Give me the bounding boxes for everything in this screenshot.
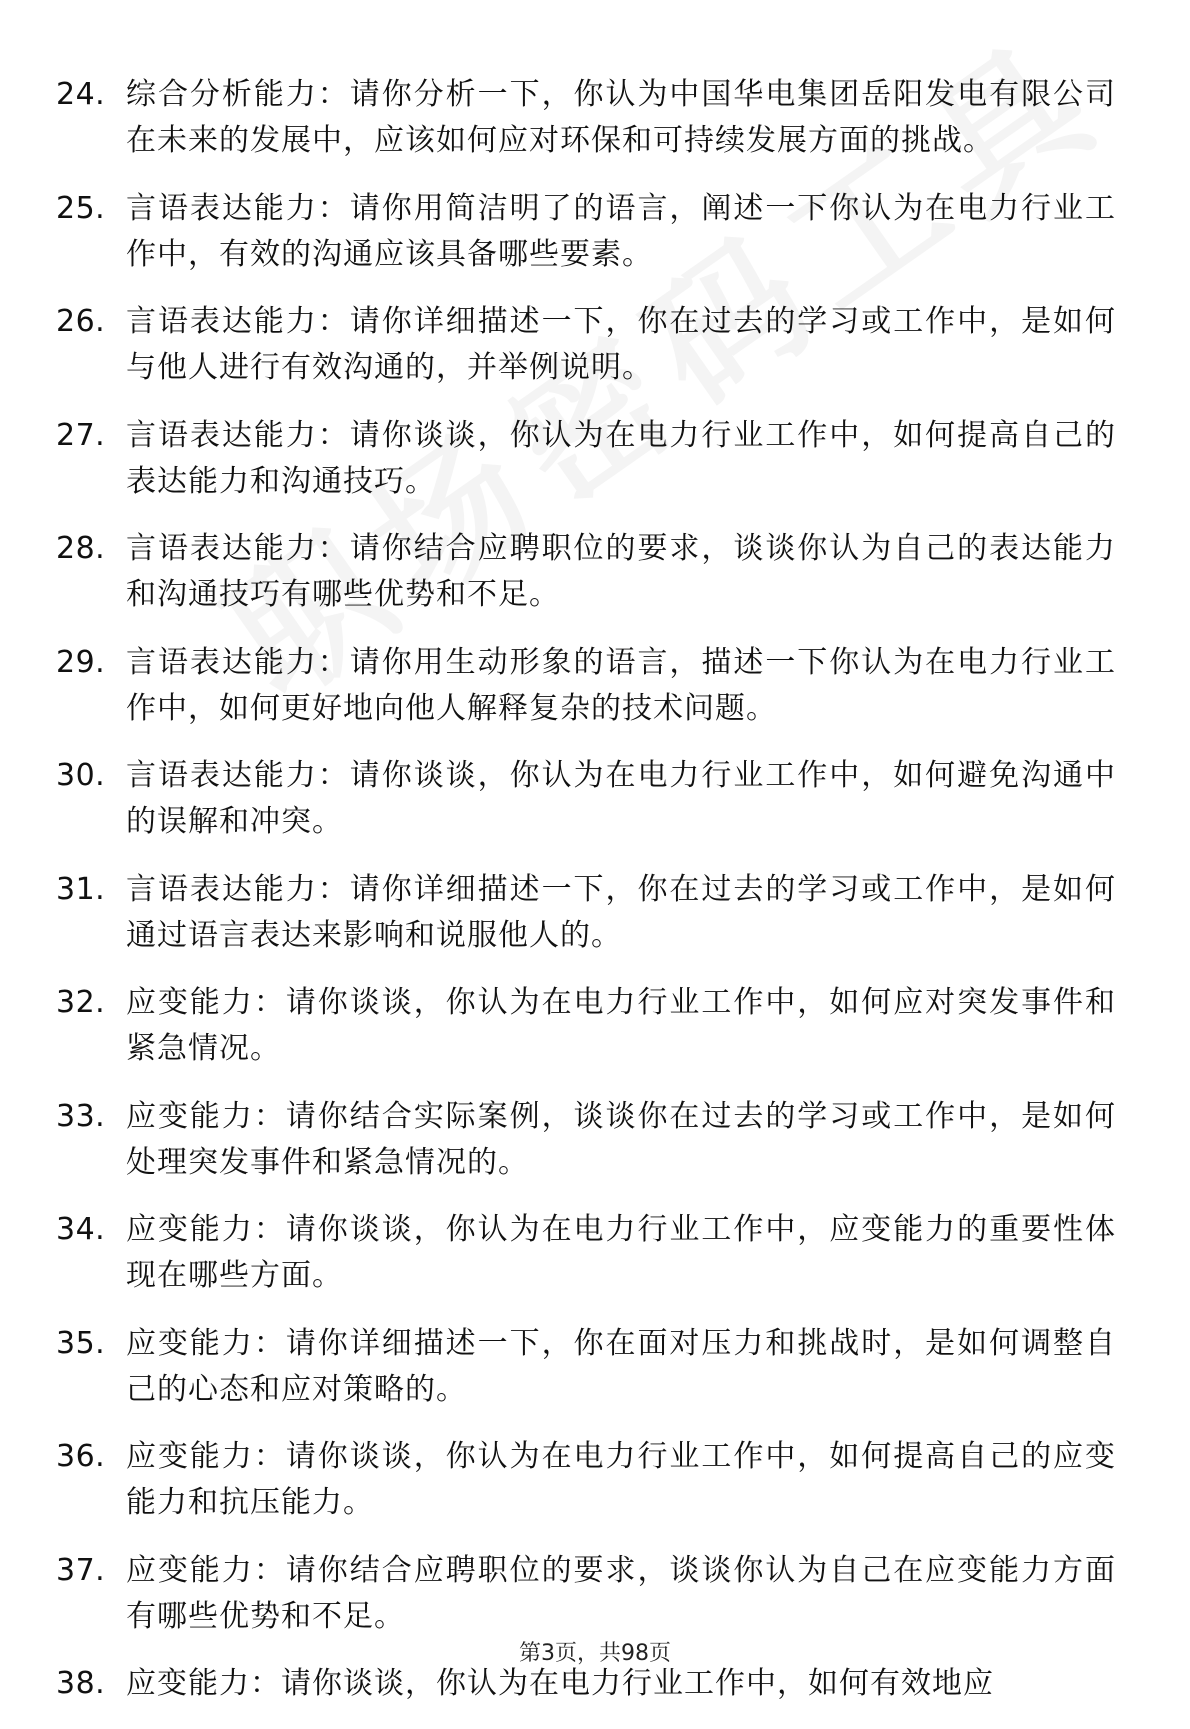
question-item-36 — [56, 1434, 1116, 1526]
question-list — [56, 72, 1116, 1729]
question-number: 31. — [56, 871, 106, 907]
question-number: 30. — [56, 758, 106, 793]
question-text: 言语表达能力：请你用简洁明了的语言，阐述一下你认为在电力行业工作中，有效的沟通应该具备哪些要素。 — [126, 190, 1116, 272]
question-number: 26. — [56, 304, 106, 339]
page-number-footer: 第3页，共98页 — [519, 1641, 671, 1666]
question-number: 36. — [56, 1439, 106, 1474]
question-number: 35. — [56, 1325, 106, 1361]
question-item-24 — [56, 72, 1116, 164]
question-item-29 — [56, 640, 1116, 732]
question-number: 29. — [56, 644, 106, 680]
question-text: 言语表达能力：请你结合应聘职位的要求，谈谈你认为自己的表达能力和沟通技巧有哪些优势和不足。 — [126, 531, 1116, 612]
question-number: 34. — [56, 1212, 106, 1247]
question-number: 24. — [56, 77, 106, 112]
question-number: 28. — [56, 531, 106, 566]
question-item-34 — [56, 1207, 1116, 1299]
question-text: 言语表达能力：请你谈谈，你认为在电力行业工作中，如何提高自己的表达能力和沟通技巧。 — [126, 417, 1116, 499]
question-text: 应变能力：请你谈谈，你认为在电力行业工作中，如何有效地应 — [126, 1666, 994, 1701]
question-text: 应变能力：请你结合应聘职位的要求，谈谈你认为自己在应变能力方面有哪些优势和不足。 — [126, 1552, 1116, 1634]
question-item-35 — [56, 1321, 1116, 1413]
question-text: 应变能力：请你谈谈，你认为在电力行业工作中，如何应对突发事件和紧急情况。 — [126, 985, 1116, 1066]
question-item-28 — [56, 526, 1116, 618]
question-item-37 — [56, 1548, 1116, 1640]
question-text: 应变能力：请你详细描述一下，你在面对压力和挑战时，是如何调整自己的心态和应对策略的。 — [126, 1325, 1116, 1407]
question-number: 27. — [56, 417, 106, 453]
question-text: 应变能力：请你谈谈，你认为在电力行业工作中，应变能力的重要性体现在哪些方面。 — [126, 1212, 1116, 1293]
question-item-32 — [56, 980, 1116, 1072]
question-item-26 — [56, 299, 1116, 391]
question-item-38 — [56, 1661, 1116, 1707]
question-text: 应变能力：请你谈谈，你认为在电力行业工作中，如何提高自己的应变能力和抗压能力。 — [126, 1439, 1116, 1520]
question-item-30 — [56, 753, 1116, 845]
question-text: 言语表达能力：请你详细描述一下，你在过去的学习或工作中，是如何通过语言表达来影响和说服他人的。 — [126, 871, 1116, 953]
question-number: 32. — [56, 985, 106, 1020]
question-number: 33. — [56, 1098, 106, 1134]
question-number: 25. — [56, 190, 106, 226]
question-text: 言语表达能力：请你详细描述一下，你在过去的学习或工作中，是如何与他人进行有效沟通的，并举例说明。 — [126, 304, 1116, 385]
question-text: 应变能力：请你结合实际案例，谈谈你在过去的学习或工作中，是如何处理突发事件和紧急情况的。 — [126, 1098, 1116, 1180]
question-item-31 — [56, 867, 1116, 959]
question-number: 37. — [56, 1552, 106, 1588]
question-item-33 — [56, 1094, 1116, 1186]
question-text: 言语表达能力：请你用生动形象的语言，描述一下你认为在电力行业工作中，如何更好地向他人解释复杂的技术问题。 — [126, 644, 1116, 726]
question-item-25 — [56, 186, 1116, 278]
question-number: 38. — [56, 1666, 106, 1701]
question-text: 言语表达能力：请你谈谈，你认为在电力行业工作中，如何避免沟通中的误解和冲突。 — [126, 758, 1116, 839]
question-text: 综合分析能力：请你分析一下，你认为中国华电集团岳阳发电有限公司在未来的发展中，应该如何应对环保和可持续发展方面的挑战。 — [126, 77, 1116, 158]
question-item-27 — [56, 413, 1116, 505]
